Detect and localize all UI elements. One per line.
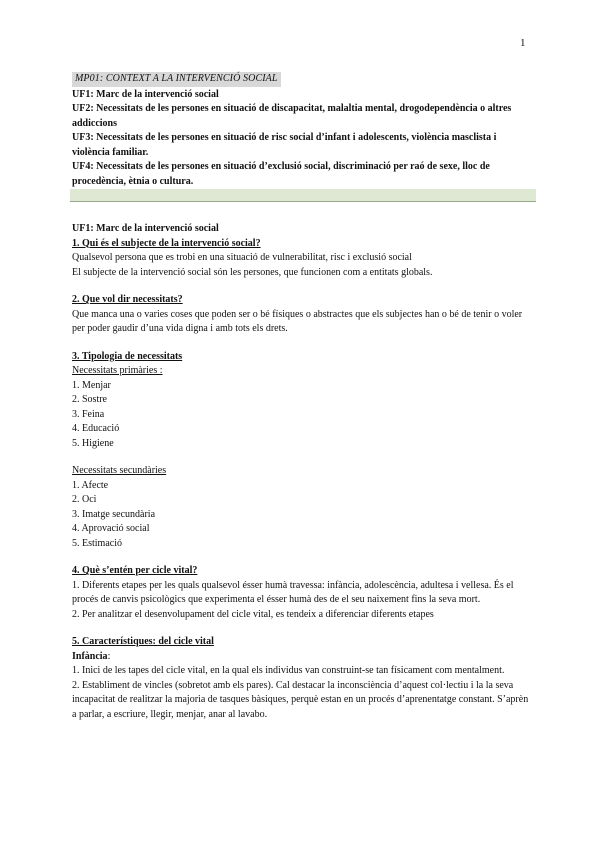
unit-uf1: UF1: Marc de la intervenció social: [72, 88, 219, 100]
list-item: 1. Afecte: [72, 479, 109, 491]
secondary-needs-label: Necessitats secundàries: [72, 465, 167, 476]
stage-heading: [72, 650, 530, 665]
list-item: 5. Higiene: [72, 437, 114, 449]
section-1-text-2: El subjecte de la intervenció social són les persones, que funcionen com a entitats globals.: [72, 266, 433, 278]
list-item: 5. Estimació: [72, 537, 122, 549]
section-4-text-1: 1. Diferents etapes per les quals qualsevol ésser humà travessa: infància, adolescència, adultesa i vellesa. És el procés de canvis psicològics que experimenta el ésser humà des de el seu naixement fins la seva mort.: [72, 579, 514, 605]
unit-uf3: UF3: Necessitats de les persones en situació de risc social d’infant i adolescents, violència masclista i violència familiar.: [72, 132, 497, 158]
page-number: 1: [520, 37, 526, 49]
header-block: [72, 72, 530, 202]
section-5-heading: 5. Característiques: del cicle vital: [72, 636, 214, 647]
section-5: [72, 635, 530, 722]
list-item: 3. Imatge secundària: [72, 508, 156, 520]
section-2-text: Que manca una o varies coses que poden ser o bé físiques o abstractes que els subjectes han o bé de tenir o voler per poder gaudir d’una vida digna i amb tots els drets.: [72, 308, 523, 334]
primary-needs-label: Necessitats primàries :: [72, 365, 163, 376]
list-item: 2. Sostre: [72, 394, 107, 405]
uf1-heading: UF1: Marc de la intervenció social: [72, 223, 219, 234]
list-item: 4. Aprovació social: [72, 523, 150, 534]
list-item: 2. Oci: [72, 494, 97, 505]
unit-uf2: UF2: Necessitats de les persones en situació de discapacitat, malaltia mental, drogodependència o altres addiccions: [72, 103, 512, 129]
list-item: 3. Feina: [72, 408, 105, 420]
header-divider: [70, 189, 536, 202]
section-4: [72, 564, 530, 622]
stage-label: Infància: [72, 650, 108, 662]
document-body: [72, 72, 530, 722]
section-1: [72, 237, 530, 281]
section-3: [72, 350, 530, 552]
section-4-text-2: 2. Per analitzar el desenvolupament del cicle vital, es tendeix a diferenciar diferents etapes: [72, 608, 434, 620]
section-2-heading: 2. Que vol dir necessitats?: [72, 294, 183, 305]
course-title: MP01: CONTEXT A LA INTERVENCIÓ SOCIAL: [72, 72, 281, 87]
secondary-needs-list: [72, 479, 530, 552]
stage-colon: :: [107, 650, 111, 662]
section-1-heading: 1. Qui és el subjecte de la intervenció social?: [72, 237, 261, 249]
section-3-heading: 3. Tipologia de necessitats: [72, 350, 183, 362]
section-5-text-1: 1. Inici de les tapes del cicle vital, en la qual els individus van construint-se tan físicament com mentalment.: [72, 665, 505, 676]
section-4-heading: 4. Què s’entén per cicle vital?: [72, 565, 198, 576]
unit-uf4: UF4: Necessitats de les persones en situació d’exclusió social, discriminació per raó de sexe, lloc de procedència, ètnia o cultura.: [72, 161, 490, 187]
primary-needs-list: [72, 379, 530, 452]
list-item: 4. Educació: [72, 423, 120, 434]
list-item: 1. Menjar: [72, 379, 111, 391]
section-1-text-1: Qualsevol persona que es trobi en una situació de vulnerabilitat, risc i exclusió social: [72, 252, 412, 263]
section-5-text-2: 2. Establiment de vincles (sobretot amb els pares). Cal destacar la inconsciència d’aquest col·lectiu i la la seva incapacitat de realitzar la majoria de tasques bàsiques, perquè estan en un procés d’aprenentatge constant. S’aprèn a parlar, a escriure, llegir, menjar, anar al lavabo.: [72, 679, 529, 720]
section-2: [72, 293, 530, 337]
